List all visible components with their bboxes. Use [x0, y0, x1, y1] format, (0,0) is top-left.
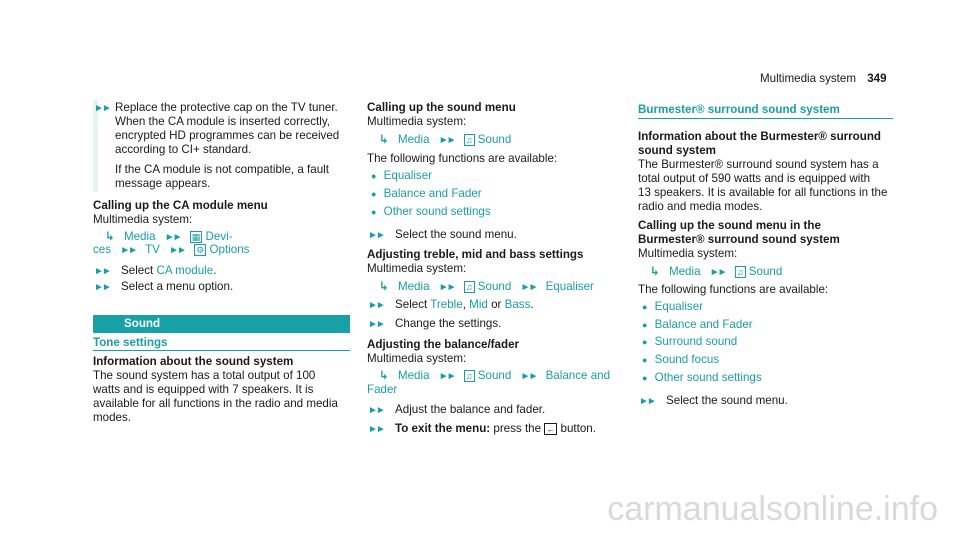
step-marker: ►►: [368, 230, 384, 241]
bullet-item: [642, 300, 703, 314]
gear-icon: ⚙: [196, 244, 205, 255]
subhead-rule: [93, 350, 350, 351]
step-marker: ►►: [368, 319, 384, 330]
hook-arrow-icon: ↳: [105, 230, 115, 243]
step-pre: Select: [395, 298, 431, 311]
subhead-rule: [638, 118, 893, 119]
path-balance: Balance and: [545, 369, 611, 382]
hook-arrow-icon: ↳: [379, 369, 389, 382]
sep: ,: [462, 298, 470, 311]
multimedia-label: Multimedia system:: [367, 115, 467, 128]
header-section: Multimedia system: [760, 72, 856, 85]
para1-line3: available for all functions in the radio and media: [93, 397, 338, 410]
step-text: Select the sound menu.: [395, 228, 517, 241]
path-devices-1: Devi-: [205, 230, 233, 243]
step-marker: ►►: [94, 266, 110, 277]
exit-bold: To exit the menu:: [395, 422, 491, 435]
back-arrow-icon: ←: [546, 423, 556, 434]
para1-line1: The sound system has a total output of 100: [93, 369, 316, 382]
heading-burmester-menu-1: Calling up the sound menu in the: [638, 219, 821, 232]
treble-link: Treble: [430, 298, 463, 311]
path-options: Options: [209, 243, 250, 256]
step-text: Adjust the balance and fader.: [395, 403, 546, 416]
section-banner-sound: Sound: [93, 315, 350, 333]
multimedia-label: Multimedia system:: [367, 352, 467, 365]
step1-line4: according to CI+ standard.: [115, 143, 252, 156]
bullet-dot: ●: [642, 302, 648, 312]
heading-burmester-menu-2: Burmester® surround sound system: [638, 233, 840, 246]
step1-line2: When the CA module is inserted correctly,: [115, 115, 331, 128]
path-sound: Sound: [477, 369, 512, 382]
chevron-icon: ►►: [438, 371, 455, 382]
bullet-dot: ●: [371, 171, 377, 181]
chevron-icon: ►►: [520, 282, 537, 293]
menu-path-5: [650, 265, 782, 280]
running-header: [760, 72, 887, 85]
bullet-dot: ●: [371, 189, 377, 199]
path-media: Media: [123, 230, 156, 243]
para3-line2: total output of 590 watts and is equipped with: [638, 172, 871, 185]
heading-burmester-info-1: Information about the Burmester® surround: [638, 130, 882, 143]
music-note-icon: ♫: [465, 370, 473, 381]
path-devices-2: ces: [93, 243, 112, 256]
bullet-item: [642, 353, 719, 367]
path-sound: Sound: [477, 133, 512, 146]
bullet-sound-focus: Sound focus: [654, 353, 720, 366]
bullet-item: [371, 205, 491, 219]
menu-path-1b: [93, 243, 249, 258]
chevron-icon: ►►: [709, 267, 726, 278]
hook-arrow-icon: ↳: [379, 280, 389, 293]
heading-sound-menu: Calling up the sound menu: [367, 101, 516, 114]
bullet-other: Other sound settings: [383, 205, 491, 218]
bullet-dot: ●: [642, 373, 648, 383]
step-marker: ►►: [94, 282, 110, 293]
step-exit: [368, 422, 596, 437]
ca-module-link: CA module: [156, 264, 214, 277]
step-text: Change the settings.: [395, 317, 502, 330]
bullet-equaliser: Equaliser: [654, 300, 704, 313]
chevron-icon: ►►: [169, 245, 185, 256]
hook-arrow-icon: ↳: [379, 133, 389, 146]
para1-line4: modes.: [93, 411, 132, 424]
para3-line1: The Burmester® surround sound system has a: [638, 158, 879, 171]
step-marker: ►►: [94, 103, 110, 114]
chevron-icon: ►►: [120, 245, 137, 256]
step-marker: ►►: [639, 396, 655, 407]
period: .: [530, 298, 534, 311]
step-select-sound-menu: [639, 394, 788, 409]
path-media: Media: [397, 369, 430, 382]
step1-line1: Replace the protective cap on the TV tuner.: [115, 101, 338, 114]
multimedia-label: Multimedia system:: [367, 262, 467, 275]
bullet-dot: ●: [642, 337, 648, 347]
step-change-settings: [368, 317, 501, 332]
bullet-balance: Balance and Fader: [654, 318, 753, 331]
bullet-item: [371, 169, 432, 183]
step1-note2: message appears.: [115, 177, 211, 190]
path-fader: Fader: [367, 383, 398, 396]
bullet-item: [642, 318, 753, 332]
step-marker: ►►: [368, 424, 384, 435]
para3-line4: radio and media modes.: [638, 200, 763, 213]
bullet-item: [642, 335, 737, 349]
step2-post: .: [213, 264, 217, 277]
bullet-dot: ●: [642, 355, 648, 365]
bullet-dot: ●: [642, 320, 648, 330]
step2: [94, 264, 216, 279]
following-text: The following functions are available:: [367, 152, 558, 165]
path-media: Media: [397, 280, 430, 293]
subhead-tone-settings: Tone settings: [93, 336, 168, 349]
or-text: or: [487, 298, 505, 311]
chevron-icon: ►►: [520, 371, 537, 382]
path-media: Media: [668, 265, 701, 278]
chevron-icon: ►►: [438, 135, 455, 146]
music-note-icon: ♫: [465, 281, 473, 292]
path-tv: TV: [145, 243, 160, 256]
mid-link: Mid: [469, 298, 488, 311]
step-marker: ►►: [368, 405, 384, 416]
bullet-balance: Balance and Fader: [383, 187, 482, 200]
music-note-icon: ♫: [465, 134, 473, 145]
car-icon: ▦: [191, 231, 201, 242]
bullet-equaliser: Equaliser: [383, 169, 433, 182]
bullet-surround: Surround sound: [654, 335, 738, 348]
para3-line3: 13 speakers. It is available for all functions in the: [638, 186, 888, 199]
following-text: The following functions are available:: [638, 283, 829, 296]
bullet-dot: ●: [371, 207, 377, 217]
bullet-item: [642, 371, 762, 385]
step-adjust: [368, 403, 545, 418]
music-note-icon: ♫: [736, 266, 744, 277]
watermark: carmanualsonline.info: [607, 490, 938, 528]
menu-path-3: [379, 280, 594, 295]
para1-line2: watts and is equipped with 7 speakers. It is: [93, 383, 314, 396]
heading-ca-menu: Calling up the CA module menu: [93, 199, 268, 212]
step3-text: Select a menu option.: [121, 280, 234, 293]
multimedia-label: Multimedia system:: [93, 213, 193, 226]
chevron-icon: ►►: [164, 232, 181, 243]
step2-pre: Select: [121, 264, 157, 277]
step-select-sound: [368, 228, 517, 243]
chevron-icon: ►►: [438, 282, 455, 293]
heading-balance: Adjusting the balance/fader: [367, 338, 520, 351]
path-sound: Sound: [477, 280, 512, 293]
step-marker: ►►: [368, 300, 384, 311]
page-number: 349: [867, 72, 887, 85]
step-text: Select the sound menu.: [666, 394, 788, 407]
heading-sound-info: Information about the sound system: [93, 355, 294, 368]
path-equaliser: Equaliser: [545, 280, 594, 293]
heading-treble: Adjusting treble, mid and bass settings: [367, 248, 584, 261]
step1-note1: If the CA module is not compatible, a fault: [115, 163, 329, 176]
step1-line3: encrypted HD programmes can be received: [115, 129, 340, 142]
exit-end: button.: [557, 422, 596, 435]
path-sound: Sound: [748, 265, 783, 278]
menu-path-2: [379, 133, 511, 148]
bullet-item: [371, 187, 482, 201]
menu-path-4: [379, 369, 610, 384]
heading-burmester-info-2: sound system: [638, 144, 716, 157]
bass-link: Bass: [504, 298, 531, 311]
step-select-treble: [368, 298, 534, 313]
subhead-burmester: Burmester® surround sound system: [638, 103, 840, 116]
step3: [94, 280, 233, 295]
path-media: Media: [397, 133, 430, 146]
exit-rest: press the: [490, 422, 545, 435]
bullet-other: Other sound settings: [654, 371, 762, 384]
hook-arrow-icon: ↳: [650, 265, 660, 278]
multimedia-label: Multimedia system:: [638, 247, 738, 260]
